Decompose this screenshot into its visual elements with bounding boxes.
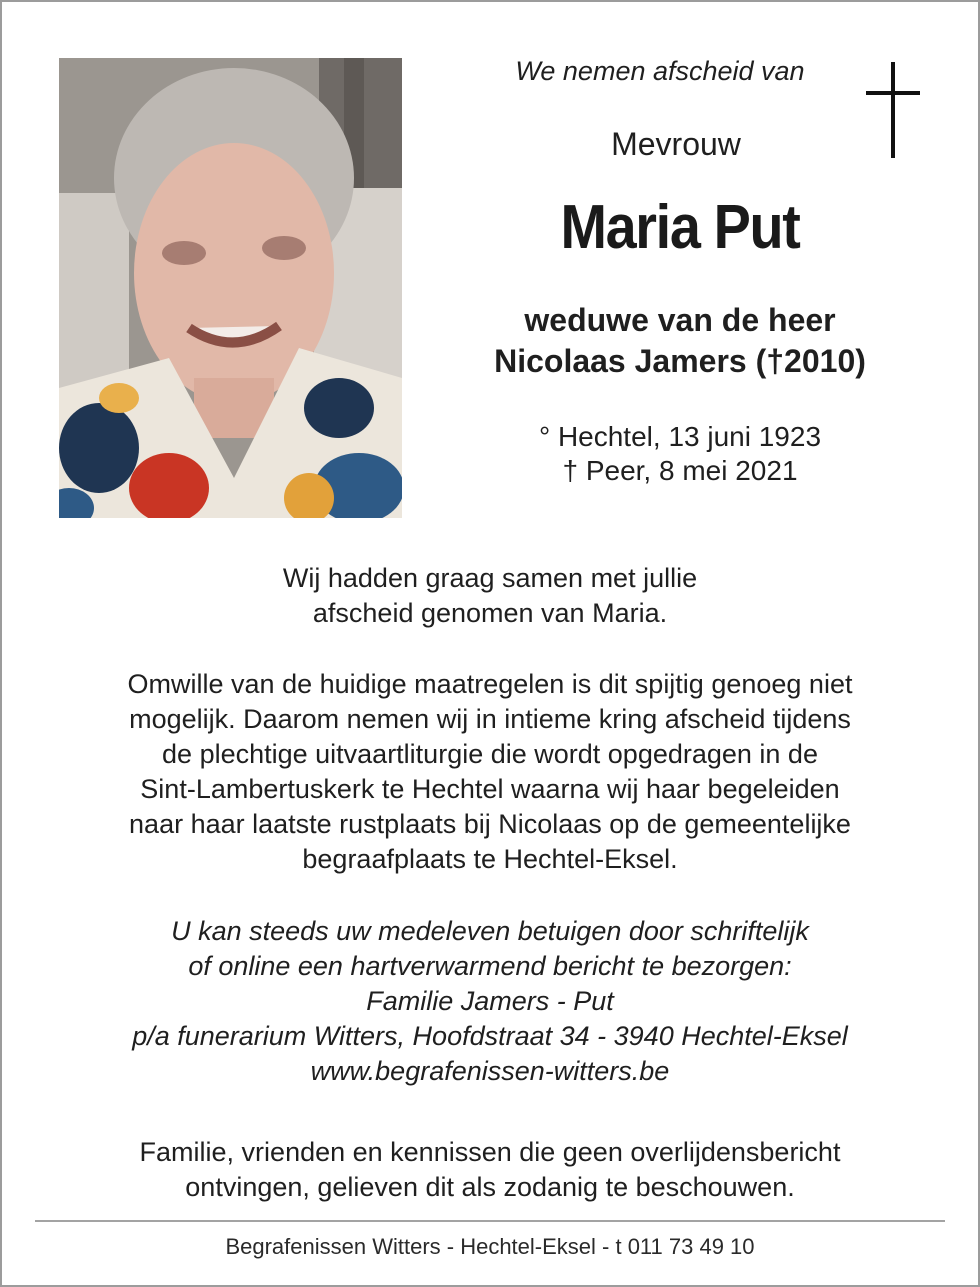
paragraph-line: of online een hartverwarmend bericht te bezorgen:: [188, 951, 792, 981]
paragraph-notice: [40, 1135, 940, 1205]
paragraph-line: ontvingen, gelieven dit als zodanig te beschouwen.: [185, 1172, 795, 1202]
paragraph-line: Sint-Lambertuskerk te Hechtel waarna wij haar begeleiden: [140, 774, 840, 804]
website-link[interactable]: www.begrafenissen-witters.be: [310, 1056, 670, 1086]
cross-horizontal-bar: [866, 91, 920, 95]
footer-divider: [35, 1220, 945, 1222]
paragraph-condolences: [40, 914, 940, 1089]
widow-statement: [430, 300, 930, 382]
paragraph-line: mogelijk. Daarom nemen wij in intieme kring afscheid tijdens: [129, 704, 851, 734]
birth-date: ° Hechtel, 13 juni 1923: [538, 421, 822, 452]
paragraph-line: begraafplaats te Hechtel-Eksel.: [302, 844, 678, 874]
paragraph-line: naar haar laatste rustplaats bij Nicolaas op de gemeentelijke: [129, 809, 851, 839]
family-name: Familie Jamers - Put: [366, 986, 614, 1016]
paragraph-line: U kan steeds uw medeleven betuigen door schriftelijk: [171, 916, 809, 946]
honorific: Mevrouw: [611, 126, 741, 162]
paragraph-line: Wij hadden graag samen met jullie: [282, 563, 698, 593]
portrait-photo: [59, 58, 402, 518]
paragraph-line: Familie, vrienden en kennissen die geen overlijdensbericht: [139, 1137, 841, 1167]
death-date: † Peer, 8 mei 2021: [562, 455, 798, 486]
funeral-home-address: p/a funerarium Witters, Hoofdstraat 34 - 3940 Hechtel-Eksel: [132, 1021, 848, 1051]
widow-line-1: weduwe van de heer: [524, 302, 836, 338]
paragraph-measures: [40, 667, 940, 877]
footer-contact: Begrafenissen Witters - Hechtel-Eksel - t 011 73 49 10: [225, 1234, 755, 1259]
life-dates: [430, 420, 930, 488]
paragraph-line: afscheid genomen van Maria.: [312, 598, 668, 628]
paragraph-line: de plechtige uitvaartliturgie die wordt opgedragen in de: [162, 739, 818, 769]
intro-text: We nemen afscheid van: [515, 56, 805, 86]
paragraph-farewell: [40, 561, 940, 631]
deceased-name: Maria Put: [560, 193, 800, 262]
paragraph-line: Omwille van de huidige maatregelen is dit spijtig genoeg niet: [127, 669, 853, 699]
widow-line-2: Nicolaas Jamers (†2010): [494, 343, 866, 379]
